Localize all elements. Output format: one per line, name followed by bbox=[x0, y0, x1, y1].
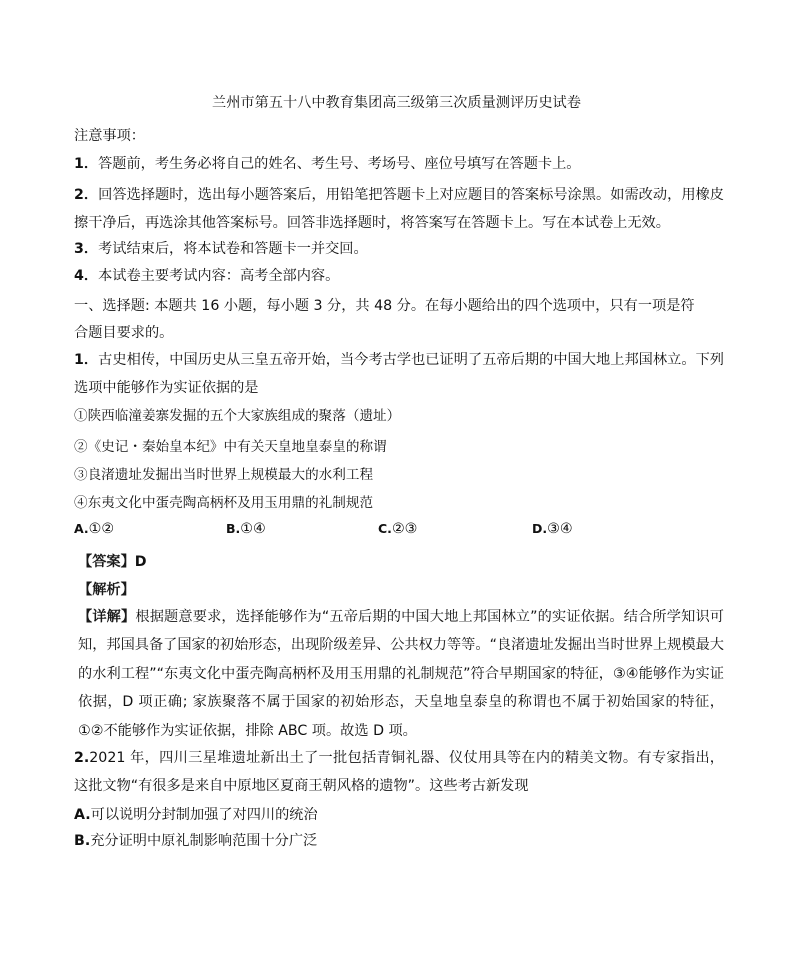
detail-label: 【详解】 bbox=[78, 609, 136, 625]
question-2-option-a: A.可以说明分封制加强了对四川的统治 bbox=[74, 807, 318, 823]
section-heading-line1: 一、选择题: 本题共 16 小题，每小题 3 分，共 48 分。在每小题给出的四个选项中，只有一项是符 bbox=[74, 298, 695, 314]
question-1-item: ②《史记・秦始皇本纪》中有关天皇地皇泰皇的称谓 bbox=[74, 439, 387, 455]
option-a: A.①② bbox=[74, 521, 115, 537]
section-heading-line2: 合题目要求的。 bbox=[74, 325, 174, 341]
option-c: C.②③ bbox=[378, 521, 418, 537]
answer-label: 【答案】 bbox=[78, 554, 135, 570]
notice-text: 考试结束后，将本试卷和答题卡一并交回。 bbox=[98, 241, 368, 257]
question-text: 古史相传，中国历史从三皇五帝开始，当今考古学也已证明了五帝后期的中国大地上邦国林立。下列选项中能够作为实证依据的是 bbox=[74, 352, 724, 397]
detail-paragraph bbox=[78, 603, 724, 745]
notice-number: 2． bbox=[74, 187, 99, 203]
question-1-options bbox=[74, 519, 724, 539]
question-number: 1． bbox=[74, 352, 99, 368]
answer-line bbox=[78, 552, 147, 572]
question-1-item: ③良渚遗址发掘出当时世界上规模最大的水利工程 bbox=[74, 467, 374, 483]
notice-heading: 注意事项： bbox=[74, 128, 145, 144]
notice-number: 3． bbox=[74, 241, 99, 257]
detail-text: 根据题意要求，选择能够作为“五帝后期的中国大地上邦国林立”的实证依据。结合所学知识可知，邦国具备了国家的初始形态，出现阶级差异、公共权力等等。“良渚遗址发掘出当时世界上规模最大的水利工程”“东夷文化中蛋壳陶高柄杯及用玉用鼎的礼制规范”符合早期国家的特征，③④能够作为实证依据，D 项正确; 家族聚落不属于国家的初始形态，天皇地皇泰皇的称谓也不属于初始国家的特征，①②不能够作为实证依据，排除 ABC 项。故选 D 项。 bbox=[78, 609, 724, 739]
question-number: 2. bbox=[74, 750, 90, 766]
notice-number: 4． bbox=[74, 268, 99, 284]
analysis-label: 【解析】 bbox=[78, 582, 135, 598]
question-1-stem bbox=[74, 346, 724, 403]
notice-text: 回答选择题时，选出每小题答案后，用铅笔把答题卡上对应题目的答案标号涂黑。如需改动，用橡皮擦干净后，再选涂其他答案标号。回答非选择题时，将答案写在答题卡上。写在本试卷上无效。 bbox=[74, 187, 724, 232]
notice-text: 答题前，考生务必将自己的姓名、考生号、考场号、座位号填写在答题卡上。 bbox=[98, 156, 581, 172]
notice-number: 1． bbox=[74, 156, 99, 172]
option-b: B.①④ bbox=[226, 521, 266, 537]
question-1-item: ①陕西临潼姜寨发掘的五个大家族组成的聚落（遗址） bbox=[74, 408, 401, 424]
question-2-stem bbox=[74, 744, 724, 801]
option-d: D.③④ bbox=[532, 521, 573, 537]
question-1-item: ④东夷文化中蛋壳陶高柄杯及用玉用鼎的礼制规范 bbox=[74, 495, 374, 511]
notice-item bbox=[74, 154, 580, 174]
question-2-option-b: B.充分证明中原礼制影响范围十分广泛 bbox=[74, 833, 318, 849]
notice-item bbox=[74, 181, 724, 238]
question-text: 2021 年，四川三星堆遗址新出土了一批包括青铜礼器、仪仗用具等在内的精美文物。有专家指出，这批文物“有很多是来自中原地区夏商王朝风格的遗物”。这些考古新发现 bbox=[74, 750, 724, 795]
page-title: 兰州市第五十八中教育集团高三级第三次质量测评历史试卷 bbox=[212, 95, 581, 111]
answer-value: D bbox=[134, 554, 147, 570]
notice-text: 本试卷主要考试内容：高考全部内容。 bbox=[98, 268, 340, 284]
notice-item bbox=[74, 239, 368, 259]
notice-item bbox=[74, 266, 339, 286]
